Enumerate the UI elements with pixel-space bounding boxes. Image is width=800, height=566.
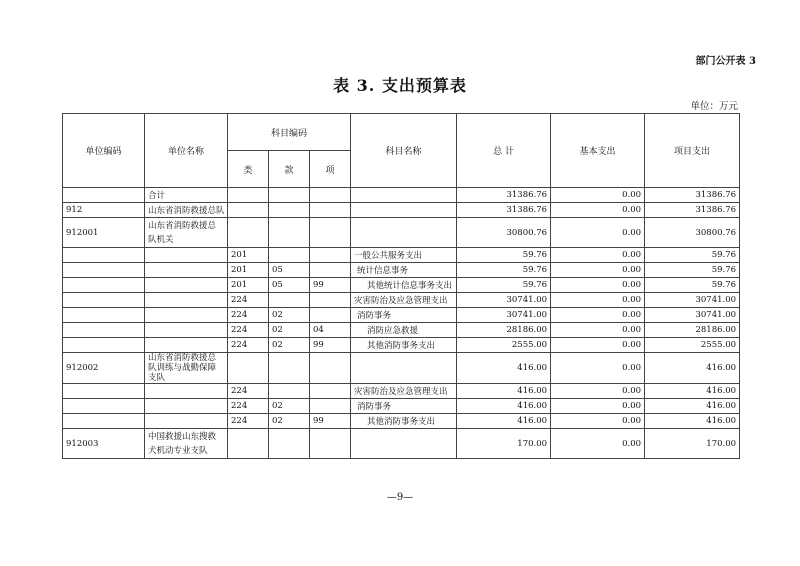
- lei: 224: [228, 399, 269, 414]
- table-row: [63, 353, 740, 384]
- lei: 201: [228, 263, 269, 278]
- col-lei: 类: [228, 151, 269, 188]
- lei: 224: [228, 384, 269, 399]
- unit-name: [145, 308, 228, 323]
- kuan: [269, 248, 310, 263]
- total: 170.00: [457, 429, 551, 459]
- total: 59.76: [457, 263, 551, 278]
- lei: 201: [228, 248, 269, 263]
- page-number: —9—: [386, 492, 414, 503]
- basic: 0.00: [551, 323, 645, 338]
- lei: 224: [228, 323, 269, 338]
- page-title: 表 3. 支出预算表: [333, 76, 467, 95]
- total: 2555.00: [457, 338, 551, 353]
- unit-code: 912002: [63, 353, 145, 384]
- xiang: [310, 399, 351, 414]
- table-row: [63, 218, 740, 248]
- unit-code: [63, 323, 145, 338]
- kuan: 02: [269, 338, 310, 353]
- unit-name: 山东省消防救援总队: [145, 203, 228, 218]
- xiang: 99: [310, 338, 351, 353]
- unit-name: [145, 278, 228, 293]
- lei: [228, 218, 269, 248]
- table-row: [63, 308, 740, 323]
- basic: 0.00: [551, 248, 645, 263]
- total: 416.00: [457, 414, 551, 429]
- basic: 0.00: [551, 263, 645, 278]
- unit-code: 912001: [63, 218, 145, 248]
- unit-name: [145, 293, 228, 308]
- total: 30741.00: [457, 308, 551, 323]
- subject-name: [351, 203, 457, 218]
- project: 2555.00: [645, 338, 740, 353]
- header-tag: 部门公开表 3: [695, 56, 756, 67]
- col-kuan: 款: [269, 151, 310, 188]
- lei: [228, 353, 269, 384]
- basic: 0.00: [551, 353, 645, 384]
- xiang: [310, 203, 351, 218]
- unit-code: [63, 308, 145, 323]
- unit-code: [63, 293, 145, 308]
- total: 31386.76: [457, 188, 551, 203]
- lei: [228, 203, 269, 218]
- total: 416.00: [457, 353, 551, 384]
- subject-name: 灾害防治及应急管理支出: [351, 293, 457, 308]
- table-row: [63, 399, 740, 414]
- subject-name: [351, 188, 457, 203]
- xiang: 99: [310, 414, 351, 429]
- subject-name: [351, 218, 457, 248]
- table-row: [63, 384, 740, 399]
- unit-name: [145, 338, 228, 353]
- subject-name: 灾害防治及应急管理支出: [351, 384, 457, 399]
- unit-code: [63, 338, 145, 353]
- xiang: [310, 293, 351, 308]
- col-total: 总 计: [457, 114, 551, 188]
- project: 59.76: [645, 248, 740, 263]
- basic: 0.00: [551, 218, 645, 248]
- basic: 0.00: [551, 188, 645, 203]
- project: 30741.00: [645, 308, 740, 323]
- xiang: 04: [310, 323, 351, 338]
- lei: 224: [228, 293, 269, 308]
- kuan: [269, 353, 310, 384]
- lei: [228, 429, 269, 459]
- basic: 0.00: [551, 203, 645, 218]
- project: 30800.76: [645, 218, 740, 248]
- lei: 201: [228, 278, 269, 293]
- total: 59.76: [457, 248, 551, 263]
- subject-name: 其他统计信息事务支出: [351, 278, 457, 293]
- unit-label: 单位：万元: [690, 101, 738, 112]
- basic: 0.00: [551, 308, 645, 323]
- unit-code: [63, 263, 145, 278]
- table-row: [63, 263, 740, 278]
- xiang: [310, 248, 351, 263]
- subject-name: 其他消防事务支出: [351, 338, 457, 353]
- kuan: [269, 293, 310, 308]
- total: 30800.76: [457, 218, 551, 248]
- subject-name: [351, 429, 457, 459]
- xiang: 99: [310, 278, 351, 293]
- kuan: [269, 203, 310, 218]
- basic: 0.00: [551, 399, 645, 414]
- unit-name: 山东省消防救援总队训练与战勤保障支队: [145, 353, 228, 384]
- unit-name: [145, 323, 228, 338]
- unit-name: [145, 399, 228, 414]
- unit-name: 中国救援山东搜救犬机动专业支队: [145, 429, 228, 459]
- unit-code: [63, 248, 145, 263]
- unit-name: [145, 248, 228, 263]
- project: 416.00: [645, 399, 740, 414]
- project: 59.76: [645, 263, 740, 278]
- kuan: 02: [269, 399, 310, 414]
- unit-code: 912003: [63, 429, 145, 459]
- kuan: [269, 429, 310, 459]
- unit-code: [63, 188, 145, 203]
- kuan: [269, 384, 310, 399]
- lei: 224: [228, 308, 269, 323]
- total: 59.76: [457, 278, 551, 293]
- total: 30741.00: [457, 293, 551, 308]
- table-row: [63, 338, 740, 353]
- kuan: 02: [269, 308, 310, 323]
- kuan: [269, 218, 310, 248]
- subject-name: [351, 353, 457, 384]
- kuan: 05: [269, 263, 310, 278]
- table-row: [63, 248, 740, 263]
- kuan: 02: [269, 414, 310, 429]
- table-row: [63, 188, 740, 203]
- lei: [228, 188, 269, 203]
- total: 416.00: [457, 399, 551, 414]
- table-row: [63, 203, 740, 218]
- kuan: 02: [269, 323, 310, 338]
- col-subject-name: 科目名称: [351, 114, 457, 188]
- table-row: [63, 414, 740, 429]
- unit-code: [63, 278, 145, 293]
- xiang: [310, 263, 351, 278]
- lei: 224: [228, 414, 269, 429]
- table-row: [63, 323, 740, 338]
- total: 416.00: [457, 384, 551, 399]
- table-row: [63, 293, 740, 308]
- unit-name: 合计: [145, 188, 228, 203]
- project: 28186.00: [645, 323, 740, 338]
- project: 31386.76: [645, 203, 740, 218]
- subject-name: 消防事务: [351, 399, 457, 414]
- subject-name: 一般公共服务支出: [351, 248, 457, 263]
- project: 416.00: [645, 353, 740, 384]
- lei: 224: [228, 338, 269, 353]
- basic: 0.00: [551, 414, 645, 429]
- subject-name: 统计信息事务: [351, 263, 457, 278]
- table-row: [63, 278, 740, 293]
- col-xiang: 项: [310, 151, 351, 188]
- basic: 0.00: [551, 384, 645, 399]
- subject-name: 其他消防事务支出: [351, 414, 457, 429]
- unit-code: [63, 399, 145, 414]
- xiang: [310, 218, 351, 248]
- project: 31386.76: [645, 188, 740, 203]
- col-unit-code: 单位编码: [63, 114, 145, 188]
- xiang: [310, 353, 351, 384]
- project: 416.00: [645, 414, 740, 429]
- header-row-1: [63, 114, 740, 151]
- total: 31386.76: [457, 203, 551, 218]
- basic: 0.00: [551, 293, 645, 308]
- col-unit-name: 单位名称: [145, 114, 228, 188]
- unit-name: [145, 414, 228, 429]
- budget-table: [62, 113, 740, 459]
- project: 59.76: [645, 278, 740, 293]
- col-subject-code: 科目编码: [228, 114, 351, 151]
- unit-name: [145, 384, 228, 399]
- project: 30741.00: [645, 293, 740, 308]
- xiang: [310, 188, 351, 203]
- unit-name: 山东省消防救援总队机关: [145, 218, 228, 248]
- xiang: [310, 384, 351, 399]
- unit-code: 912: [63, 203, 145, 218]
- unit-code: [63, 414, 145, 429]
- kuan: [269, 188, 310, 203]
- unit-code: [63, 384, 145, 399]
- kuan: 05: [269, 278, 310, 293]
- project: 170.00: [645, 429, 740, 459]
- col-basic: 基本支出: [551, 114, 645, 188]
- unit-name: [145, 263, 228, 278]
- xiang: [310, 308, 351, 323]
- subject-name: 消防事务: [351, 308, 457, 323]
- basic: 0.00: [551, 429, 645, 459]
- project: 416.00: [645, 384, 740, 399]
- basic: 0.00: [551, 338, 645, 353]
- basic: 0.00: [551, 278, 645, 293]
- table-row: [63, 429, 740, 459]
- total: 28186.00: [457, 323, 551, 338]
- subject-name: 消防应急救援: [351, 323, 457, 338]
- xiang: [310, 429, 351, 459]
- col-project: 项目支出: [645, 114, 740, 188]
